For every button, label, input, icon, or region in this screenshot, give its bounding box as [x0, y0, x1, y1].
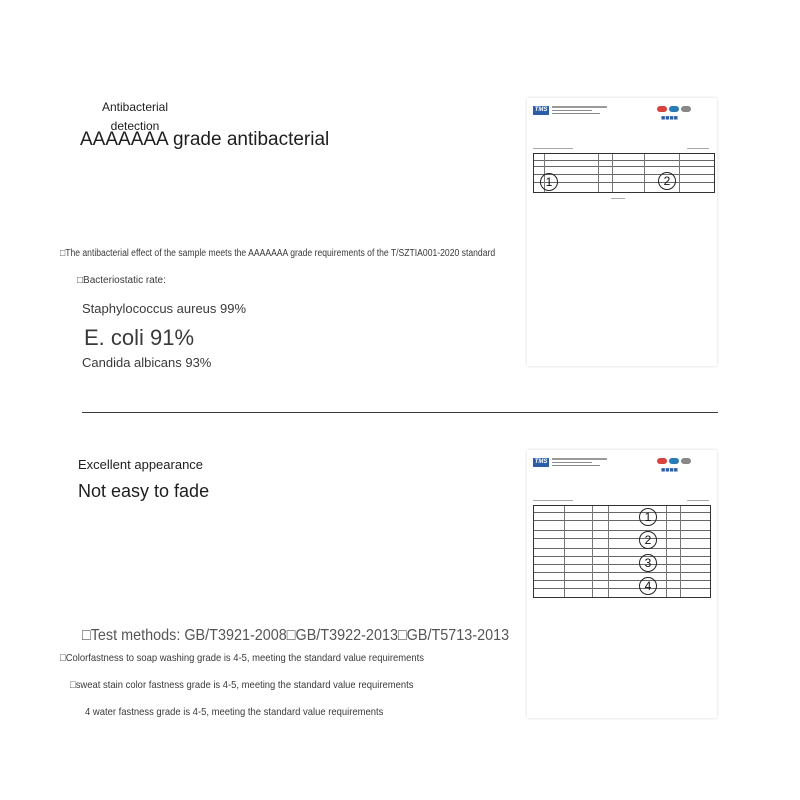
certification-logo: [669, 106, 679, 112]
result-soap-washing: □Colorfastness to soap washing grade is 4-5, meeting the standard value requirements: [60, 652, 424, 664]
report-title-mark: ■■■■: [661, 115, 678, 122]
rate-staphylococcus: Staphylococcus aureus 99%: [82, 301, 247, 316]
report-table: [533, 153, 715, 193]
report-marker-3: 3: [639, 554, 657, 572]
section-divider: [82, 412, 718, 413]
report-table: [533, 505, 711, 598]
certification-logo: [681, 458, 691, 464]
result-water-fastness: 4 water fastness grade is 4-5, meeting the standard value requirements: [85, 706, 384, 718]
report-marker-1: 1: [639, 508, 657, 526]
rate-candida: Candida albicans 93%: [82, 355, 212, 370]
test-report-image-1: [527, 98, 717, 366]
report-marker-4: 4: [639, 577, 657, 595]
section1-label: Antibacterial detection: [101, 100, 169, 133]
report-title-mark: ■■■■: [661, 467, 678, 474]
test-methods: □Test methods: GB/T3921-2008□GB/T3922-2013□GB/T5713-2013: [82, 627, 510, 644]
report-marker-2: 2: [658, 172, 676, 190]
certification-logo: [657, 458, 667, 464]
tms-logo: TMS: [534, 459, 548, 465]
section1-heading: AAAAAAA grade antibacterial: [80, 129, 330, 150]
report-marker-2: 2: [639, 531, 657, 549]
test-report-image-2: [527, 450, 717, 718]
rate-e-coli: E. coli 91%: [84, 325, 195, 350]
section2-label: Excellent appearance: [78, 457, 204, 472]
bacteriostatic-rate-label: □Bacteriostatic rate:: [77, 275, 166, 286]
tms-logo: TMS: [534, 107, 548, 113]
section2-heading: Not easy to fade: [78, 481, 210, 501]
certification-logo: [657, 106, 667, 112]
report-marker-1: 1: [540, 173, 558, 191]
certification-logo: [669, 458, 679, 464]
certification-logo: [681, 106, 691, 112]
result-sweat-stain: □sweat stain color fastness grade is 4-5, meeting the standard value requirements: [70, 679, 414, 691]
section1-statement: □The antibacterial effect of the sample meets the AAAAAAA grade requirements of the T/SZTIA001-2020 standard: [60, 248, 496, 259]
